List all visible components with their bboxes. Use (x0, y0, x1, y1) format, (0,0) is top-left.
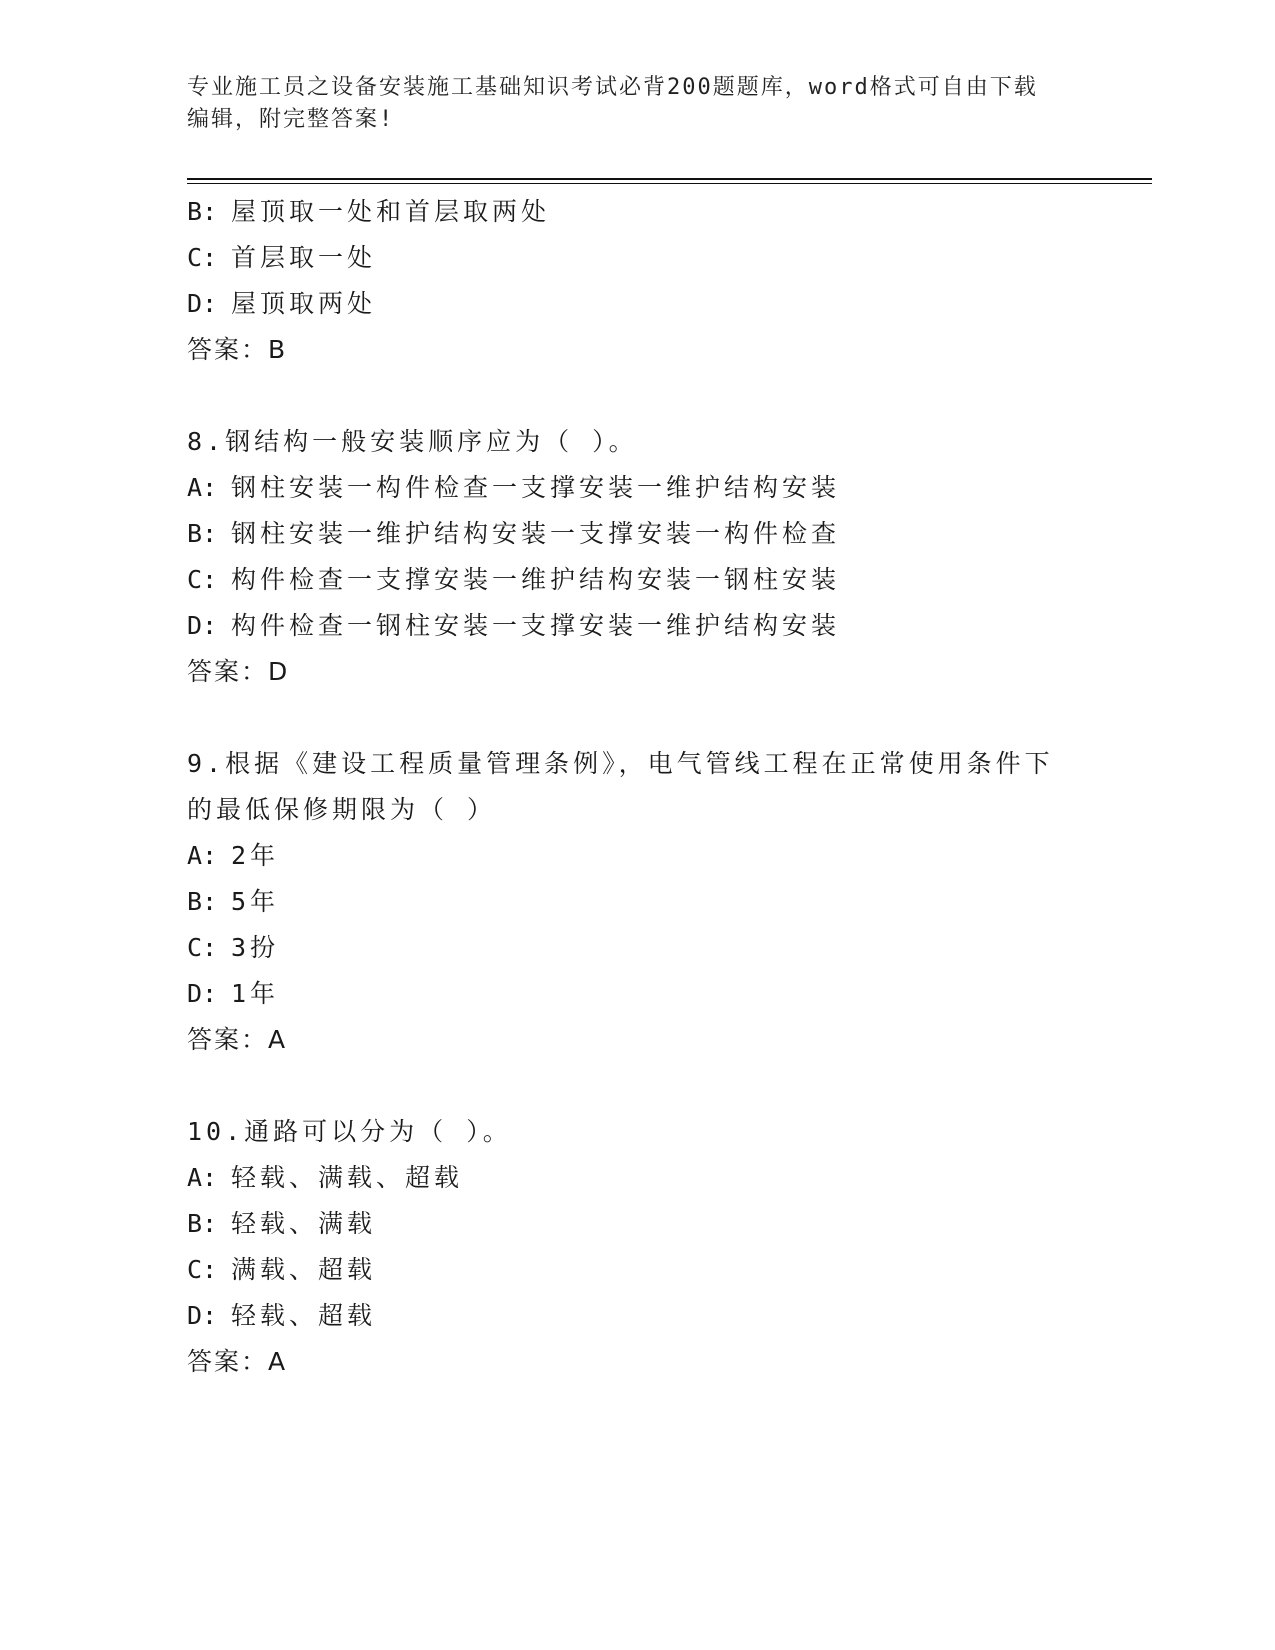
option-text: 满载、超载 (231, 1255, 377, 1284)
option-c (187, 1247, 1087, 1293)
option-letter: D: (187, 289, 218, 318)
option-a (187, 1155, 1087, 1201)
option-text: 5年 (231, 887, 280, 916)
spacer (187, 695, 1087, 741)
question-stem: 8.钢结构一般安装顺序应为（ ）。 (187, 427, 638, 456)
document-header (187, 72, 1067, 136)
option-text: 钢柱安装一构件检查一支撑安装一维护结构安装 (231, 473, 841, 502)
option-letter: B: (187, 519, 218, 548)
question-stem-line-2: 的最低保修期限为（ ） (187, 795, 497, 824)
option-c (187, 925, 1087, 971)
question-7-tail (187, 189, 1087, 373)
option-b (187, 189, 1087, 235)
option-b (187, 511, 1087, 557)
option-letter: A: (187, 841, 218, 870)
header-line-2: 编辑，附完整答案! (187, 107, 395, 132)
option-text: 构件检查一支撑安装一维护结构安装一钢柱安装 (231, 565, 841, 594)
option-letter: D: (187, 979, 218, 1008)
option-text: 1年 (231, 979, 280, 1008)
option-b (187, 879, 1087, 925)
question-stem-line-1: 9.根据《建设工程质量管理条例》，电气管线工程在正常使用条件下 (187, 749, 1054, 778)
option-text: 3扮 (231, 933, 280, 962)
option-d (187, 1293, 1087, 1339)
option-letter: C: (187, 243, 218, 272)
option-letter: B: (187, 1209, 218, 1238)
option-letter: B: (187, 887, 218, 916)
option-letter: D: (187, 611, 218, 640)
header-rule-thin (187, 183, 1152, 184)
option-letter: B: (187, 197, 218, 226)
option-b (187, 1201, 1087, 1247)
question-9 (187, 741, 1087, 1063)
option-d (187, 281, 1087, 327)
option-text: 2年 (231, 841, 280, 870)
option-text: 构件检查一钢柱安装一支撑安装一维护结构安装 (231, 611, 841, 640)
option-letter: D: (187, 1301, 218, 1330)
spacer (187, 373, 1087, 419)
option-text: 轻载、超载 (231, 1301, 377, 1330)
option-a (187, 833, 1087, 879)
spacer (187, 1063, 1087, 1109)
option-text: 首层取一处 (231, 243, 377, 272)
option-text: 屋顶取一处和首层取两处 (231, 197, 551, 226)
option-letter: C: (187, 565, 218, 594)
question-content (187, 189, 1087, 1385)
option-c (187, 235, 1087, 281)
answer-line: 答案：D (187, 657, 290, 686)
option-text: 轻载、满载 (231, 1209, 377, 1238)
option-a (187, 465, 1087, 511)
option-letter: A: (187, 1163, 218, 1192)
answer-line: 答案：A (187, 1347, 288, 1376)
option-letter: C: (187, 1255, 218, 1284)
answer-line: 答案：A (187, 1025, 288, 1054)
option-letter: A: (187, 473, 218, 502)
answer-line: 答案：B (187, 335, 288, 364)
question-8 (187, 419, 1087, 695)
option-c (187, 557, 1087, 603)
header-rule-thick (187, 178, 1152, 180)
option-d (187, 603, 1087, 649)
question-stem: 10.通路可以分为（ ）。 (187, 1117, 512, 1146)
option-text: 屋顶取两处 (231, 289, 377, 318)
option-letter: C: (187, 933, 218, 962)
question-10 (187, 1109, 1087, 1385)
option-text: 轻载、满载、超载 (231, 1163, 464, 1192)
header-line-1: 专业施工员之设备安装施工基础知识考试必背200题题库，word格式可自由下载 (187, 75, 1038, 100)
option-text: 钢柱安装一维护结构安装一支撑安装一构件检查 (231, 519, 841, 548)
option-d (187, 971, 1087, 1017)
